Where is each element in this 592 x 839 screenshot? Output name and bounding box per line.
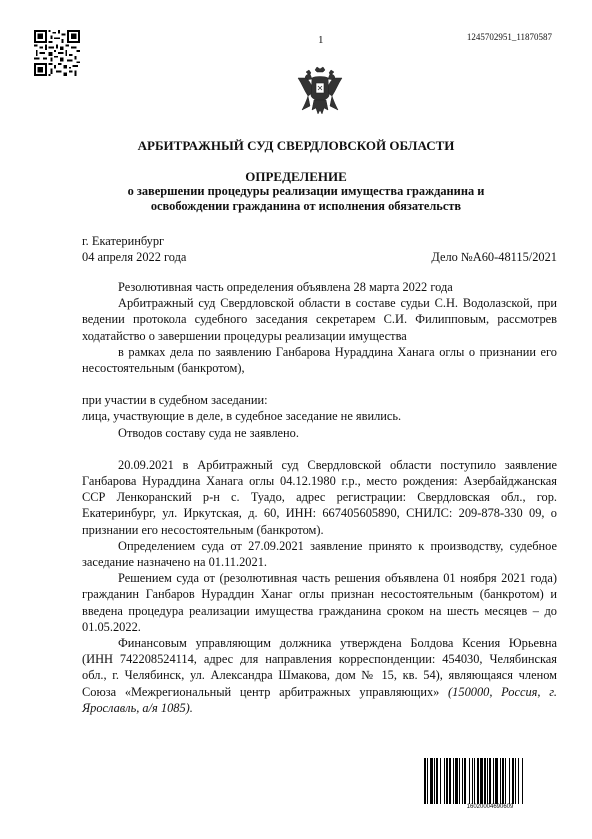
financial-manager-address: (150000, Россия, г. Ярославль, а/я 1085). <box>82 684 557 715</box>
document-title: ОПРЕДЕЛЕНИЕ <box>245 169 347 184</box>
paragraph-decision: Решением суда от (резолютивная часть решения объявлена 01 ноября 2021 года) гражданин Ганбаров Нураддин Ханаг оглы признан несостоятельным (банкротом) и введена процедура реализации имущества гражданина сроком на шесть месяцев – до 01.05.2022. <box>82 571 557 634</box>
court-name: АРБИТРАЖНЫЙ СУД СВЕРДЛОВСКОЙ ОБЛАСТИ <box>137 138 455 153</box>
barcode-number: 16020004690609 <box>466 804 514 810</box>
document-date: 04 апреля 2022 года <box>82 250 187 264</box>
paragraph-participation: при участии в судебном заседании: <box>82 393 268 408</box>
qr-code <box>34 30 80 76</box>
coat-of-arms-icon <box>296 66 344 120</box>
document-id: 1245702951_11870587 <box>466 32 552 42</box>
paragraph-resolution: Резолютивная часть определения объявлена 28 марта 2022 года <box>118 280 453 294</box>
paragraph-application: 20.09.2021 в Арбитражный суд Свердловской области поступило заявление Ганбарова Нураддина Ханага оглы 04.12.1980 г.р., место рождения: Азербайджанская ССР Ленкоранский р-н с. Туадо, адрес регистрации: Свердловская обл., гор. Екатеринбург, ул. Иркутская, д. 60, ИНН: 667405605890, СНИЛС: 209-878-330 09, о признании его несостоятельным (банкротом). <box>82 457 557 537</box>
barcode <box>424 758 556 804</box>
paragraph-acceptance: Определением суда от 27.09.2021 заявление принято к производству, судебное заседание назначено на 01.11.2021. <box>82 538 557 570</box>
paragraph-case-scope: в рамках дела по заявлению Ганбарова Нураддина Ханага оглы о признании его несостоятельным (банкротом), <box>82 344 557 376</box>
city: г. Екатеринбург <box>82 234 165 248</box>
paragraph-financial-manager <box>82 635 557 716</box>
page-number: 1 <box>318 34 324 46</box>
document-body <box>82 279 557 716</box>
financial-manager-text: Финансовым управляющим должника утверждена Болдова Ксения Юрьевна (ИНН 742208524114, адрес для направления корреспонденции: 454030, Челябинская обл., г. Челябинск, ул. Александра Шмакова, дом № 15, кв. 54), являющаяся членом Союза «Межрегиональный центр арбитражных управляющих» <box>82 636 557 699</box>
case-number: Дело №А60-48115/2021 <box>431 250 557 264</box>
paragraph-court-composition: Арбитражный суд Свердловской области в составе судьи С.Н. Водолазской, при ведении протокола судебного заседания секретарем С.И. Филипповым, рассмотрев ходатайство о завершении процедуры реализации имущества <box>82 296 557 343</box>
document-subtitle: о завершении процедуры реализации имущества гражданина и освобождении гражданина от исполнения обязательств <box>127 184 485 213</box>
paragraph-no-challenges: Отводов составу суда не заявлено. <box>118 425 299 440</box>
paragraph-absent-parties: лица, участвующие в деле, в судебное заседание не явились. <box>82 409 402 424</box>
